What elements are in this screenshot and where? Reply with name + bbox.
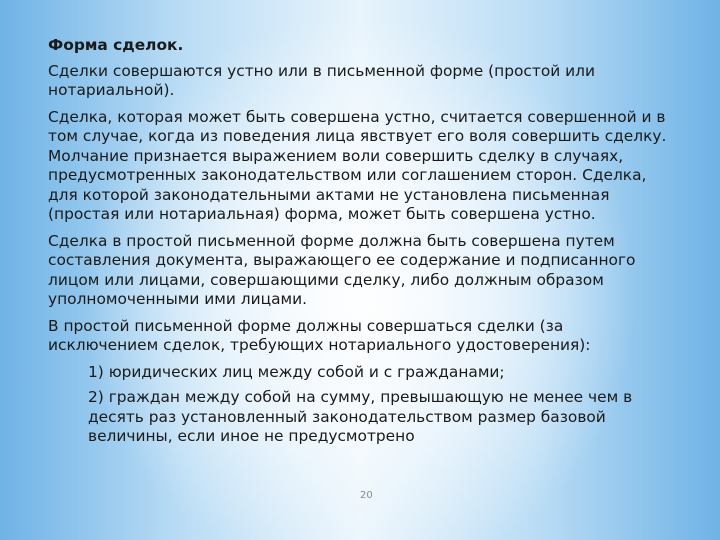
- page-number: 20: [360, 490, 373, 501]
- paragraph: В простой письменной форме должны совершаться сделки (за исключением сделок, требующих нотариального удостоверения):: [48, 316, 591, 354]
- paragraph: Сделка в простой письменной форме должна быть совершена путем составления документа, выражающего ее содержание и подписанного лицом или лицами, совершающими сделку, либо должным образом уполномоченными ими лицами.: [48, 231, 636, 308]
- slide-content: [48, 36, 678, 453]
- paragraph: Сделка, которая может быть совершена устно, считается совершенной и в том случае, когда из поведения лица явствует его воля совершить сделку. Молчание признается выражением воли совершить сделку в случаях, предусмотренных законодательством или соглашением сторон. Сделка, для которой законодательными актами не установлена письменная (простая или нотариальная) форма, может быть совершена устно.: [48, 107, 667, 223]
- paragraph: Сделки совершаются устно или в письменной форме (простой или нотариальной).: [48, 61, 595, 99]
- list-item: 2) граждан между собой на сумму, превышающую не менее чем в десять раз установленный законодательством размер базовой величины, если иное не предусмотрено: [88, 388, 633, 445]
- list-item: 1) юридических лиц между собой и с гражданами;: [88, 362, 505, 381]
- section-heading: Форма сделок.: [48, 36, 184, 54]
